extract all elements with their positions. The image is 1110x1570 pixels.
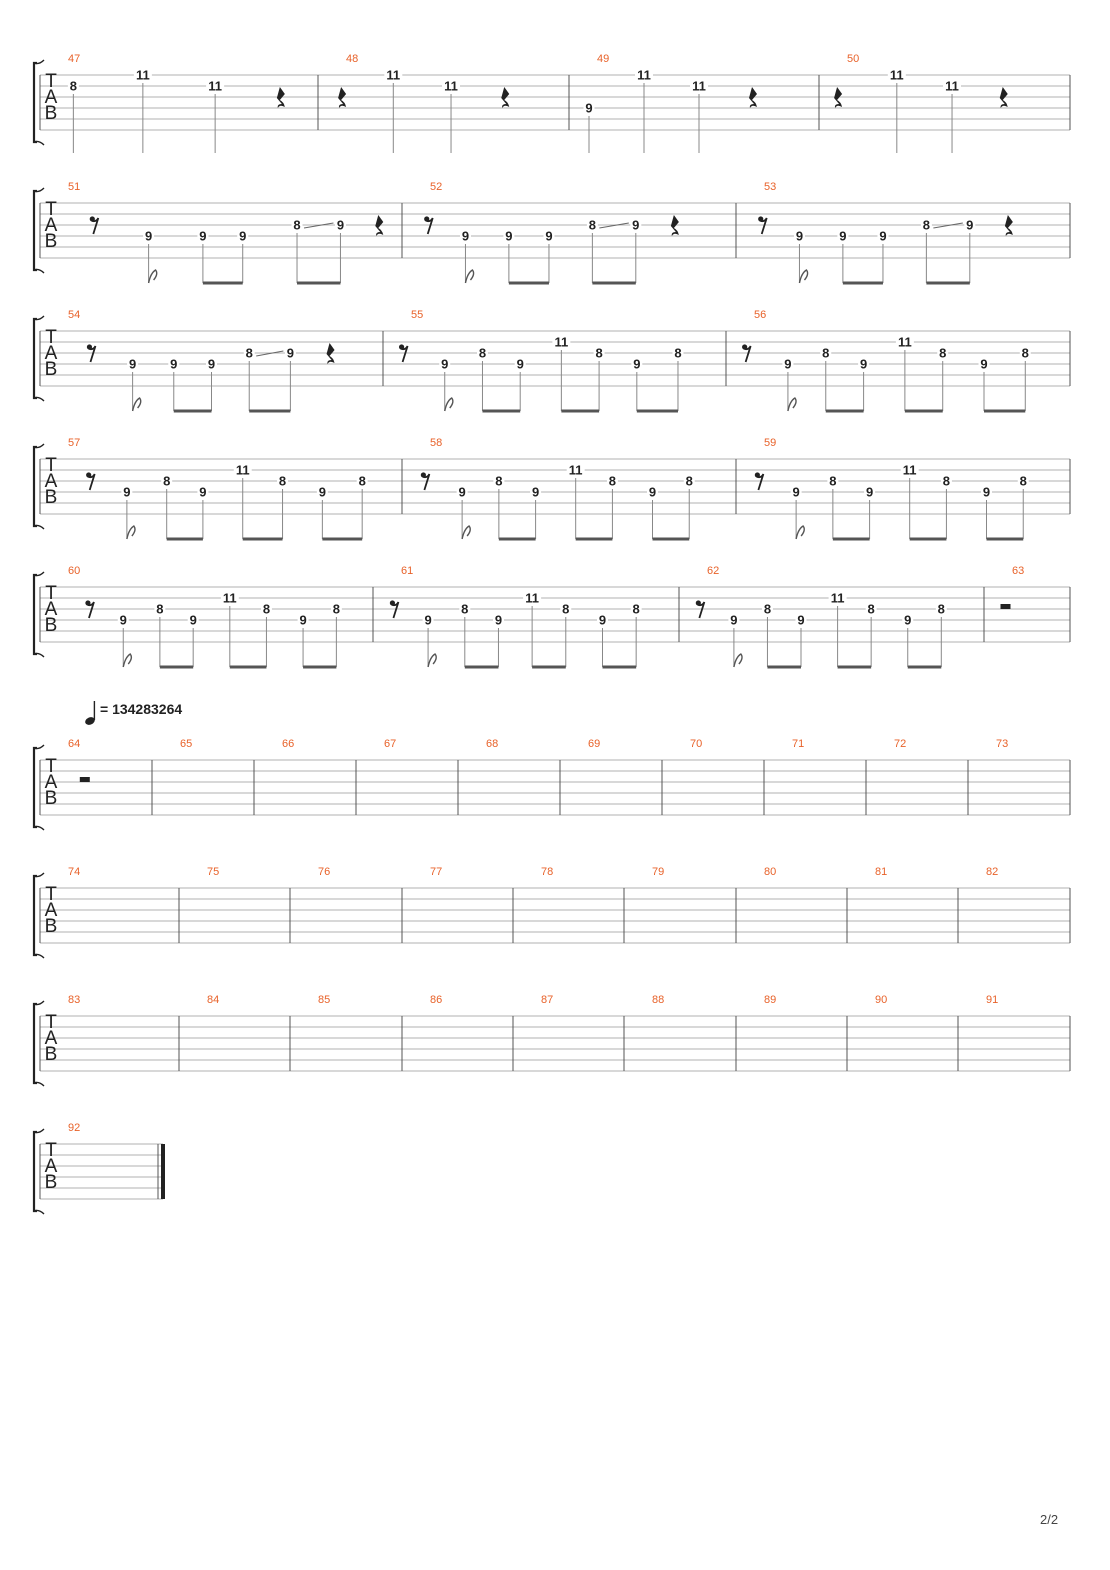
fret-number: 8 (763, 601, 772, 617)
tab-system (34, 437, 1070, 539)
tab-system (34, 738, 1070, 830)
measure (742, 309, 1031, 411)
tab-clef-letter: B (44, 231, 58, 252)
bracket-curl (34, 873, 44, 877)
fret-number: 9 (839, 228, 847, 244)
fret-number: 9 (792, 484, 800, 500)
measure-number: 77 (430, 866, 443, 878)
measure-number: 92 (68, 1122, 81, 1134)
note-flag (149, 270, 157, 283)
note-flag (133, 398, 141, 411)
tab-clef-letter: B (44, 103, 58, 124)
eighth-rest (423, 474, 429, 490)
tab-clef-letter: A (44, 215, 58, 236)
measure-number: 82 (986, 866, 999, 878)
fret-number: 9 (494, 612, 503, 628)
fret-number: 9 (207, 356, 216, 372)
fret-number: 9 (424, 612, 432, 628)
measure-number: 60 (68, 565, 81, 577)
fret-number: 9 (632, 217, 640, 233)
measure (690, 738, 702, 750)
tab-clef-letter: T (45, 884, 57, 905)
measure-number: 57 (68, 437, 81, 449)
fret-number: 11 (692, 78, 706, 94)
tab-clef-letter: B (44, 1172, 58, 1193)
measure (584, 53, 758, 153)
measure-number: 67 (384, 738, 397, 750)
bracket-curl (34, 1082, 44, 1086)
measure-number: 48 (346, 53, 359, 65)
note-flag (465, 270, 473, 283)
fret-number: 8 (588, 217, 596, 233)
tab-system (34, 565, 1070, 667)
fret-number: 11 (386, 67, 401, 83)
page-number: 2/2 (1040, 1512, 1059, 1527)
tab-clef-letter: B (44, 788, 58, 809)
measure-number: 52 (430, 181, 443, 193)
system-bracket (34, 575, 37, 654)
fret-number: 8 (685, 473, 693, 489)
measure (834, 53, 1008, 153)
eighth-rest (88, 602, 94, 618)
eighth-rest (392, 602, 398, 618)
measure-number: 51 (68, 181, 81, 193)
measure (68, 565, 342, 667)
system-bracket (34, 748, 37, 827)
fret-number: 8 (495, 473, 503, 489)
fret-number: 9 (598, 612, 607, 628)
fret-number: 11 (208, 78, 223, 94)
bracket-curl (34, 1210, 44, 1214)
eighth-rest (698, 602, 704, 618)
tempo-equals: = (100, 701, 109, 717)
measure (758, 181, 1013, 283)
measure (588, 738, 600, 750)
measure (652, 994, 664, 1006)
fret-number: 9 (879, 228, 887, 244)
fret-number: 9 (318, 484, 326, 500)
measure (384, 738, 396, 750)
tab-clef-letter: T (45, 455, 57, 476)
measure-number: 70 (690, 738, 703, 750)
tab-system (34, 1122, 163, 1214)
tab-clef-letter: T (45, 71, 57, 92)
measure-number: 83 (68, 994, 81, 1006)
eighth-rest (89, 474, 95, 490)
fret-number: 9 (904, 612, 912, 628)
fret-number: 9 (299, 612, 307, 628)
measure-number: 88 (652, 994, 665, 1006)
half-rest (80, 777, 90, 782)
note-flag (428, 654, 436, 667)
measure-number: 87 (541, 994, 554, 1006)
fret-number: 8 (1019, 473, 1027, 489)
fret-number: 8 (358, 473, 366, 489)
measure (421, 437, 695, 539)
tab-clef-letter: T (45, 583, 57, 604)
fret-number: 8 (829, 473, 837, 489)
measure (875, 994, 887, 1006)
eighth-rest (92, 218, 98, 234)
measure-number: 53 (764, 181, 777, 193)
measure (68, 53, 285, 153)
measure (430, 866, 442, 878)
fret-number: 8 (867, 601, 875, 617)
measure (68, 866, 80, 878)
fret-number: 9 (980, 356, 988, 372)
measure-number: 80 (764, 866, 777, 878)
fret-number: 11 (525, 590, 539, 606)
eighth-rest (427, 218, 433, 234)
measure (68, 309, 335, 411)
fret-number: 9 (189, 612, 197, 628)
fret-number: 11 (568, 462, 583, 478)
measure-number: 72 (894, 738, 907, 750)
measure-number: 91 (986, 994, 999, 1006)
fret-number: 8 (632, 601, 640, 617)
fret-number: 8 (942, 473, 951, 489)
measure-number: 69 (588, 738, 601, 750)
fret-number: 11 (889, 67, 904, 83)
note-flag (123, 654, 131, 667)
measure (338, 53, 509, 153)
fret-number: 8 (478, 345, 487, 361)
fret-number: 9 (505, 228, 513, 244)
fret-number: 9 (516, 356, 524, 372)
measure-number: 78 (541, 866, 554, 878)
measure (541, 994, 553, 1006)
bracket-curl (34, 826, 44, 830)
fret-number: 9 (784, 356, 792, 372)
eighth-rest (402, 346, 408, 362)
tab-clef-letter: T (45, 1012, 57, 1033)
fret-number: 9 (170, 356, 178, 372)
measure-number: 71 (792, 738, 805, 750)
fret-number: 11 (830, 590, 845, 606)
tab-system (34, 866, 1070, 958)
fret-number: 9 (458, 484, 466, 500)
measure (696, 565, 947, 667)
measure (755, 437, 1029, 539)
fret-number: 8 (562, 601, 570, 617)
measure-number: 59 (764, 437, 777, 449)
note-flag (445, 398, 453, 411)
tab-clef-letter: A (44, 900, 58, 921)
system-bracket (34, 191, 37, 270)
measure-number: 79 (652, 866, 665, 878)
bracket-curl (34, 1001, 44, 1005)
fret-number: 8 (922, 217, 930, 233)
tab-clef-letter: A (44, 471, 58, 492)
tab-system (34, 53, 1070, 153)
half-rest (1001, 604, 1011, 609)
tab-clef-letter: T (45, 327, 57, 348)
fret-number: 8 (674, 345, 682, 361)
fret-number: 8 (156, 601, 164, 617)
fret-number: 9 (795, 228, 804, 244)
measure-number: 75 (207, 866, 220, 878)
bracket-curl (34, 1129, 44, 1133)
fret-number: 9 (119, 612, 127, 628)
fret-number: 8 (332, 601, 340, 617)
measure (207, 866, 219, 878)
tab-clef-letter: B (44, 487, 58, 508)
fret-number: 8 (595, 345, 603, 361)
fret-number: 9 (123, 484, 131, 500)
fret-number: 8 (245, 345, 253, 361)
measure (68, 181, 383, 283)
eighth-rest (745, 346, 751, 362)
system-bracket (34, 1004, 37, 1083)
measure (424, 181, 679, 283)
bracket-curl (34, 188, 44, 192)
measure (792, 738, 804, 750)
tab-clef-letter: B (44, 359, 58, 380)
fret-number: 8 (461, 601, 469, 617)
fret-number: 9 (730, 612, 738, 628)
eighth-rest (761, 218, 767, 234)
system-bracket (34, 876, 37, 955)
measure (318, 866, 330, 878)
tab-system (34, 309, 1070, 411)
note-flag (462, 526, 470, 539)
fret-number: 9 (585, 100, 593, 116)
measure (996, 738, 1008, 750)
system-bracket (34, 447, 37, 526)
bracket-curl (34, 444, 44, 448)
tab-clef-letter: A (44, 772, 58, 793)
measure-number: 50 (847, 53, 860, 65)
tab-clef-letter: A (44, 343, 58, 364)
measure (180, 738, 192, 750)
fret-number: 9 (336, 217, 345, 233)
fret-number: 9 (531, 484, 540, 500)
fret-number: 9 (461, 228, 470, 244)
bracket-curl (34, 572, 44, 576)
measure (541, 866, 553, 878)
measure-number: 81 (875, 866, 888, 878)
bracket-curl (34, 141, 44, 145)
measure-number: 84 (207, 994, 220, 1006)
bracket-curl (34, 745, 44, 749)
bracket-curl (34, 653, 44, 657)
fret-number: 9 (441, 356, 449, 372)
measure (764, 866, 776, 878)
fret-number: 9 (128, 356, 137, 372)
measure (399, 309, 684, 411)
tab-clef-letter: B (44, 916, 58, 937)
fret-number: 11 (637, 67, 651, 83)
fret-number: 8 (163, 473, 171, 489)
fret-number: 9 (865, 484, 874, 500)
measure (68, 437, 368, 539)
fret-number: 11 (945, 78, 959, 94)
measure-number: 63 (1012, 565, 1025, 577)
measure-number: 65 (180, 738, 193, 750)
fret-number: 9 (633, 356, 641, 372)
measure-number: 85 (318, 994, 331, 1006)
tempo-value (100, 701, 182, 717)
system-bracket (34, 63, 37, 142)
bracket-curl (34, 397, 44, 401)
measure (318, 994, 330, 1006)
note-flag (788, 398, 796, 411)
measure-number: 86 (430, 994, 443, 1006)
eighth-rest (89, 346, 95, 362)
measure-number: 68 (486, 738, 499, 750)
tab-clef-letter: T (45, 199, 57, 220)
measure (986, 994, 998, 1006)
tab-clef-letter: T (45, 756, 57, 777)
fret-number: 9 (966, 217, 974, 233)
tab-clef-letter: A (44, 87, 58, 108)
fret-number: 8 (262, 601, 271, 617)
fret-number: 8 (822, 345, 830, 361)
tab-clef-letter: A (44, 1028, 58, 1049)
bracket-curl (34, 269, 44, 273)
bracket-curl (34, 954, 44, 958)
fret-number: 9 (648, 484, 657, 500)
measure-number: 66 (282, 738, 295, 750)
fret-number: 9 (797, 612, 805, 628)
note-flag (799, 270, 807, 283)
measure-number: 55 (411, 309, 424, 321)
fret-number: 11 (554, 334, 569, 350)
measure (894, 738, 906, 750)
measure-number: 49 (597, 53, 610, 65)
fret-number: 8 (939, 345, 947, 361)
fret-number: 8 (69, 78, 77, 94)
fret-number: 9 (982, 484, 991, 500)
measure-number: 54 (68, 309, 81, 321)
measure-number: 47 (68, 53, 81, 65)
measure (430, 994, 442, 1006)
fret-number: 8 (608, 473, 617, 489)
measure (68, 994, 80, 1006)
bracket-curl (34, 316, 44, 320)
fret-number: 9 (859, 356, 868, 372)
measure (986, 866, 998, 878)
measure-number: 58 (430, 437, 443, 449)
measure-number: 90 (875, 994, 888, 1006)
tab-clef-letter: B (44, 1044, 58, 1065)
fret-number: 11 (235, 462, 250, 478)
measure (764, 994, 776, 1006)
system-bracket (34, 319, 37, 398)
fret-number: 11 (444, 78, 458, 94)
note-flag (127, 526, 135, 539)
measure-number: 62 (707, 565, 720, 577)
measure-number: 61 (401, 565, 414, 577)
fret-number: 9 (545, 228, 553, 244)
system-bracket (34, 1132, 37, 1211)
fret-number: 8 (293, 217, 301, 233)
fret-number: 8 (278, 473, 287, 489)
fret-number: 9 (144, 228, 153, 244)
tab-clef-letter: T (45, 1140, 57, 1161)
tab-clef-letter: A (44, 1156, 58, 1177)
measure (390, 565, 642, 667)
tab-clef-letter: A (44, 599, 58, 620)
fret-number: 9 (199, 228, 207, 244)
note-flag (796, 526, 804, 539)
bracket-curl (34, 60, 44, 64)
tempo-bpm: 134283264 (112, 701, 183, 717)
tab-system (34, 181, 1070, 283)
eighth-rest (757, 474, 763, 490)
measure (486, 738, 498, 750)
measure-number: 76 (318, 866, 331, 878)
measure (68, 1122, 80, 1134)
fret-number: 9 (286, 345, 295, 361)
note-flag (734, 654, 742, 667)
measure-number: 73 (996, 738, 1009, 750)
measure (282, 738, 294, 750)
fret-number: 11 (135, 67, 150, 83)
tab-clef-letter: B (44, 615, 58, 636)
fret-number: 9 (239, 228, 247, 244)
measure-number: 74 (68, 866, 81, 878)
bracket-curl (34, 525, 44, 529)
fret-number: 11 (898, 334, 912, 350)
measure-number: 89 (764, 994, 777, 1006)
fret-number: 8 (937, 601, 945, 617)
fret-number: 11 (222, 590, 237, 606)
measure (652, 866, 664, 878)
fret-number: 8 (1021, 345, 1029, 361)
tab-system (34, 994, 1070, 1086)
measure (875, 866, 887, 878)
fret-number: 11 (902, 462, 917, 478)
measure (207, 994, 219, 1006)
measure-number: 64 (68, 738, 81, 750)
measure-number: 56 (754, 309, 767, 321)
fret-number: 9 (199, 484, 207, 500)
